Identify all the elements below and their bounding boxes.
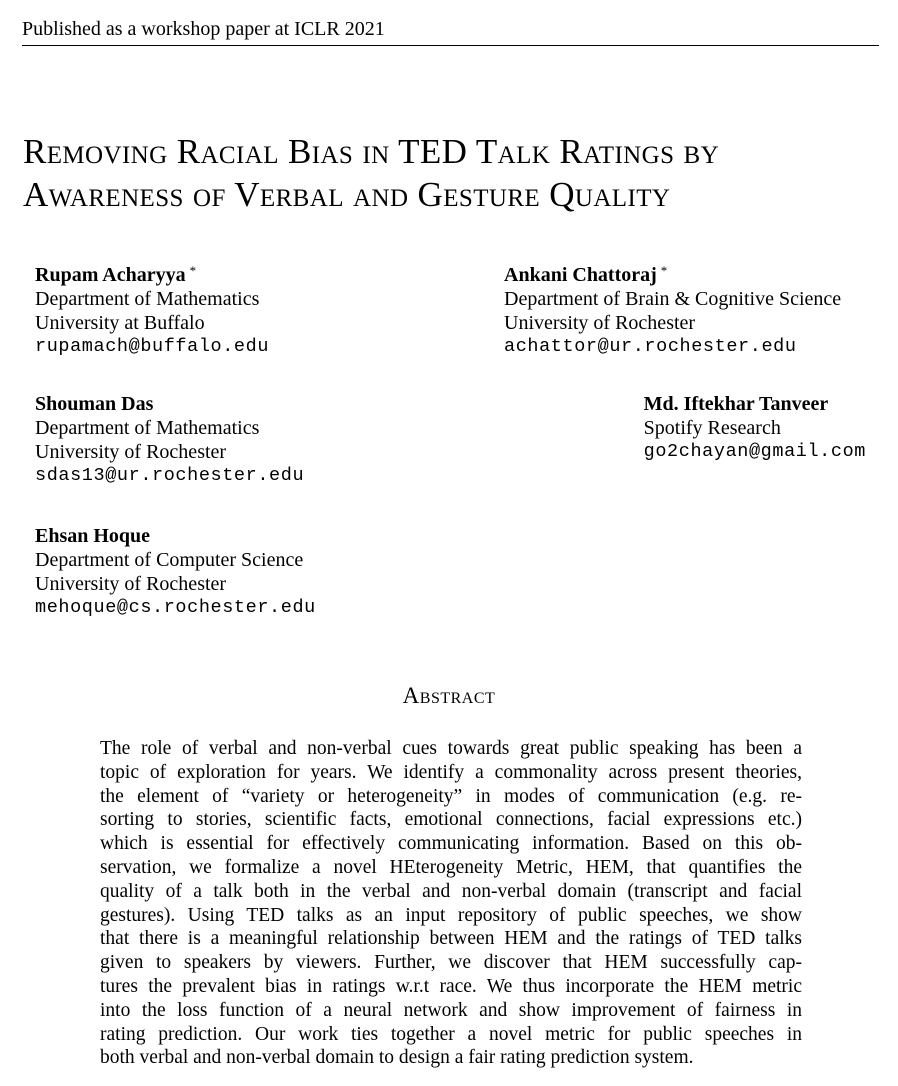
author-affiliation: Department of Mathematics [35,417,260,439]
author-name: Ehsan Hoque [35,525,151,547]
author-block [504,259,841,359]
abstract-line: which is essential for effectively communicating information. Based on this ob- [100,833,802,855]
author-email: go2chayan@gmail.com [643,441,866,462]
abstract-line: quality of a talk both in the verbal and non-verbal domain (transcript and facial [100,880,802,902]
title-line-1: Removing Racial Bias in TED Talk Ratings by [23,132,720,171]
author-block [35,524,316,620]
author-affiliation: University of Rochester [35,441,227,463]
abstract-line: that there is a meaningful relationship between HEM and the ratings of TED talks [100,928,802,950]
author-email: mehoque@cs.rochester.edu [35,597,316,618]
abstract-line: tures the prevalent bias in ratings w.r.t race. We thus incorporate the HEM metric [100,975,802,997]
abstract-line: rating prediction. Our work ties together a novel metric for public speeches in [100,1023,802,1045]
abstract-line: gestures). Using TED talks as an input repository of public speeches, we show [100,904,802,926]
title-line-2: Awareness of Verbal and Gesture Quality [23,175,671,214]
author-affiliation: University of Rochester [504,312,696,334]
author-name: Rupam Acharyya [35,264,186,286]
abstract-line: given to speakers by viewers. Further, we discover that HEM successfully cap- [100,952,802,974]
author-affiliation: Department of Mathematics [35,288,260,310]
abstract-line: topic of exploration for years. We identify a commonality across present theories, [100,761,802,783]
author-affiliation: University of Rochester [35,573,227,595]
abstract-body [100,737,802,1070]
abstract-heading: Abstract [402,683,496,708]
venue-text: Published as a workshop paper at ICLR 2021 [22,18,385,40]
abstract-line: sorting to stories, scientific facts, emotional connections, facial expressions etc.) [100,809,802,831]
author-name: Ankani Chattoraj [504,264,657,286]
abstract-line: servation, we formalize a novel HEterogeneity Metric, HEM, that quantifies the [100,856,802,878]
author-email: sdas13@ur.rochester.edu [35,465,305,486]
paper-title [23,130,893,216]
author-email: achattor@ur.rochester.edu [504,336,797,357]
abstract-line: the element of “variety or heterogeneity” in modes of communication (e.g. re- [100,785,802,807]
running-header [22,18,879,46]
author-email: rupamach@buffalo.edu [35,336,270,357]
abstract-line: into the loss function of a neural network and show improvement of fairness in [100,999,802,1021]
equal-contribution-mark: * [189,263,197,278]
author-affiliation: University at Buffalo [35,312,205,334]
author-affiliation: Department of Brain & Cognitive Science [504,288,842,310]
author-block [35,392,304,488]
abstract-line: The role of verbal and non-verbal cues towards great public speaking has been a [100,738,802,759]
abstract-line: both verbal and non-verbal domain to design a fair rating prediction system. [100,1047,694,1069]
author-affiliation: Spotify Research [643,417,781,439]
author-name: Md. Iftekhar Tanveer [643,393,829,415]
equal-contribution-mark: * [660,263,668,278]
author-block [35,259,269,359]
author-name: Shouman Das [35,393,154,415]
author-block [644,392,866,464]
author-affiliation: Department of Computer Science [35,549,304,571]
